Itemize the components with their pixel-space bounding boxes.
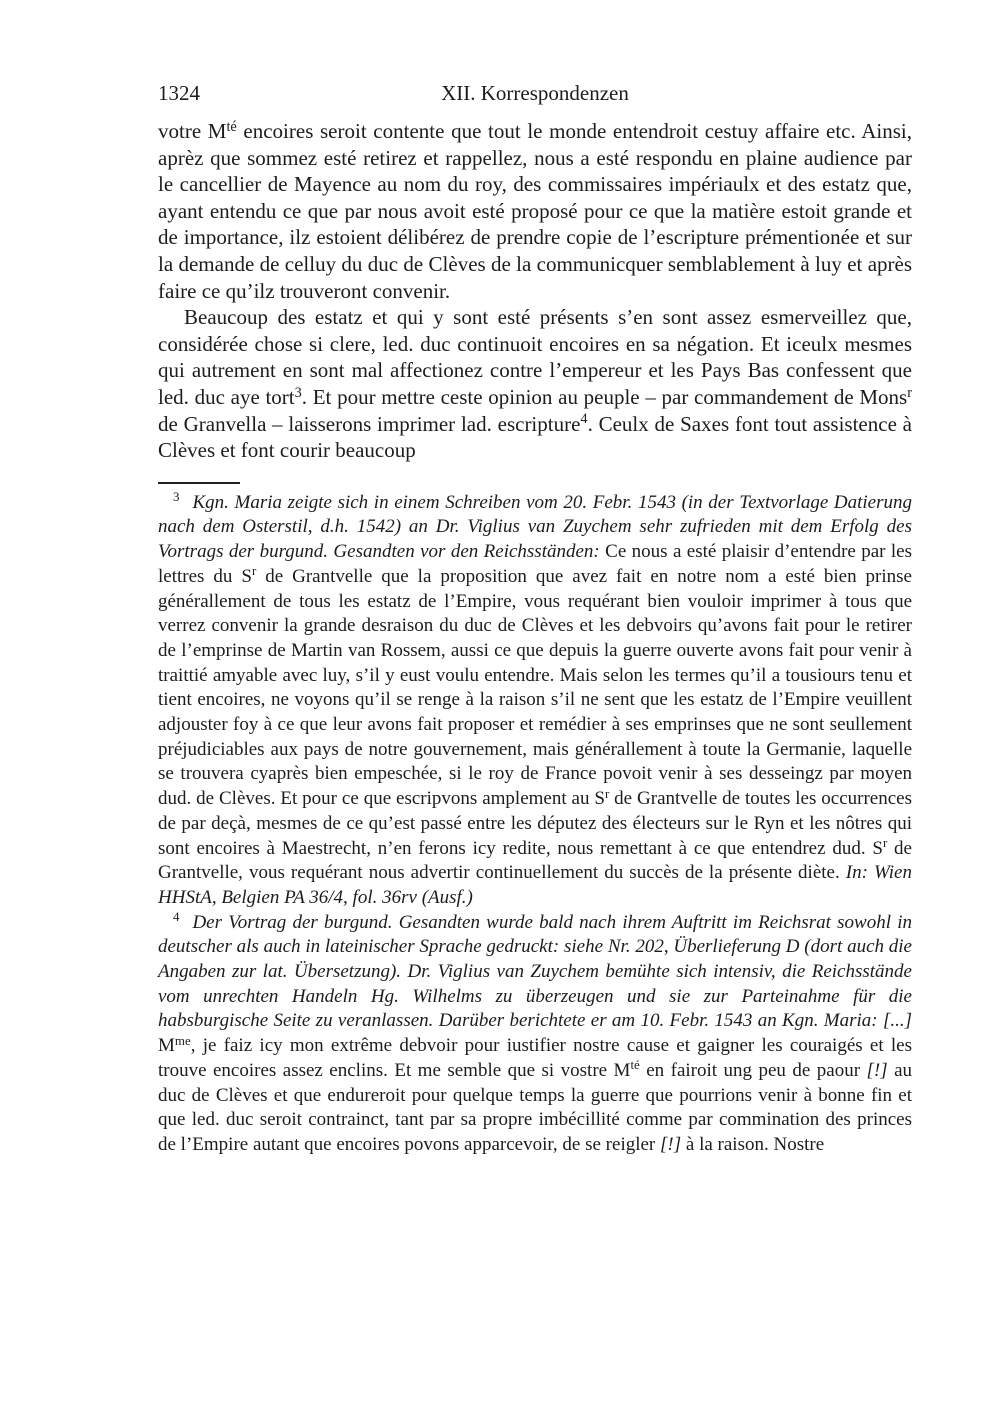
page-number: 1324 <box>158 81 200 105</box>
paragraph: Beaucoup des estatz et qui y sont esté présents s’en sont assez esmerveillez que, considérée chose si clere, led. duc continuoit encoires en sa négation. Et iceulx mesmes qui autrement en sont mal affectionez contre l’empereur et les Pays Bas confessent que led. duc aye tort$^3$. Et pour mettre ceste opinion au peuple – par commandement de Mons$^r$ de Granvella – laisserons imprimer lad. escripture$^4$. Ceulx de Saxes font tout assistence à Clèves et font courir beaucoup <box>158 305 912 463</box>
footnote-3-text: Kgn. Maria zeigte sich in einem Schreiben vom 20. Febr. 1543 (in der Textvorlage Datierung nach dem Osterstil, d.h. 1542) an Dr. Viglius van Zuychem sehr zufrieden mit dem Erfolg des Vortrags der burgund. Gesandten vor den Reichsständen: Ce nous a esté plaisir d’entendre par les lettres du $S^r$ de Grantvelle que la proposition que avez fait en notre nom a esté bien prinse générallement de tous les estatz de l’Empire, vous requérant bien vouloir imprimer à tous que verrez convenir la grande desraison du duc de Clèves et les debvoirs qu’avons fait pour le retirer de l’emprinse de Martin van Rossem, aussi ce que depuis la guerre ouverte avons fait pour venir à traittié amyable avec luy, s’il y eust voulu entendre. Mais selon les termes qu’il a tousiours tenu et tient encoires, ne voyons qu’il se renge à la raison s’il ne sent que les estatz de l’Empire veuillent adjouster foy à ce que leur avons fait proposer et remédier à ses emprinses que ne sont seullement préjudiciables aux pays de notre gouvernement, mais générallement à toute la Germanie, laquelle se trouvera cyaprès bien empeschée, si le roy de France povoit venir à ses desseingz par moyen dud. de Clèves. Et pour ce que escripvons amplement au $S^r$ de Grantvelle de toutes les occurrences de par deçà, mesmes de ce qu’est passé entre les députez des électeurs sur le Ryn et les nôtres qui sont encoires à Maestrecht, n’en ferons icy redite, nous remettant à ce que entendrez dud. $S^r$ de Grantvelle, vous requérant nous advertir continuellement du succès de la présente diète. In: Wien HHStA, Belgien PA 36/4, fol. 36rv (Ausf.) <box>158 491 913 908</box>
footnote-4-text: Der Vortrag der burgund. Gesandten wurde bald nach ihrem Auftritt im Reichsrat sowohl in deutscher als auch in lateinischer Sprache gedruckt: siehe Nr. 202, Überlieferung D (dort auch die Angaben zur lat. Übersetzung). Dr. Viglius van Zuychem bemühte sich intensiv, die Reichsstände vom unrechten Handeln Hg. Wilhelms zu überzeugen und sie zur Parteinahme für die habsburgische Seite zu veranlassen. Darüber berichtete er am 10. Febr. 1543 an Kgn. Maria: [...] $M^{me}$, je faiz icy mon extrême debvoir pour iustifier nostre cause et gaigner les couraigés et les trouve encoires assez enclins. Et me semble que si vostre $M^{té}$ en fairoit ung peu de paour [!] au duc de Clèves et que endureroit pour quelque temps la guerre que pourrions venir à bonne fin et que led. duc seroit contrainct, tant par sa propre imbécillité comme par commination des princes de l’Empire autant que encoires povons apparcevoir, de se reigler [!] à la raison. Nostre <box>158 911 913 1155</box>
running-head: XII. Korrespondenzen <box>441 81 629 105</box>
paragraph-continuation: votre $M^{té}$ encoires seroit contente que tout le monde entendroit cestuy affaire etc. Ainsi, aprèz que sommez esté retirez et rappellez, nous a esté respondu en plaine audience par le cancellier de Mayence au nom du roy, des commissaires impériaulx et des estatz que, ayant entendu ce que par nous avoit esté proposé pour ce que la matière estoit grande et de importance, ilz estoient délibérez de prendre copie de l’escripture prémentionée et sur la demande de celluy du duc de Clèves de la communicquer semblablement à luy et après faire ce qu’ilz trouveront convenir. <box>158 118 912 303</box>
footnote-marker-4: 4 <box>173 909 180 925</box>
footnotes-block <box>158 491 912 1158</box>
footnote-4 <box>158 911 912 1158</box>
page-header <box>158 80 912 106</box>
footnote-marker-3: 3 <box>173 489 180 505</box>
footnote-3 <box>158 491 912 911</box>
main-text-block <box>158 118 912 464</box>
footnote-separator <box>158 482 240 484</box>
